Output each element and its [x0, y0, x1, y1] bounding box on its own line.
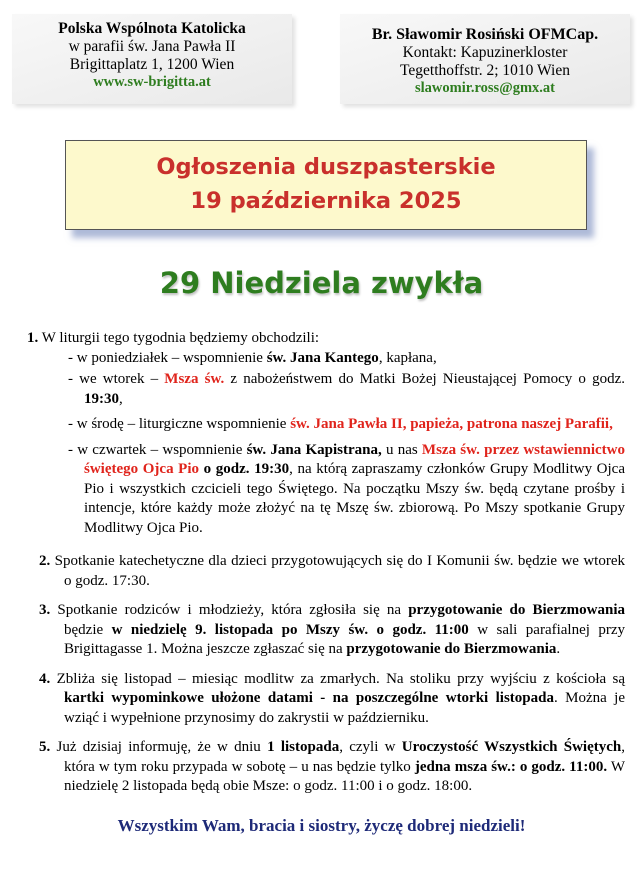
announcement-date: 19 października 2025: [190, 188, 462, 214]
list-item: [27, 329, 625, 538]
header-contact-box: [340, 14, 630, 104]
sunday-heading: 29 Niedziela zwykła: [159, 266, 484, 300]
item-number: 5.: [39, 739, 51, 755]
announcement-title: Ogłoszenia duszpasterskie: [156, 154, 496, 180]
header-contact-label: Kontakt: Kapuzinerkloster: [402, 44, 568, 61]
item-number: 1.: [27, 330, 39, 346]
list-item: 5. Już dzisiaj informuję, że w dniu 1 listopada, czyli w Uroczystość Wszystkich Świętych, która w tym roku przypada w sobotę – u nas będzie tylko jedna msza św.: o godz. 11:00. W niedzielę 2 listopada będą obie Msze: o godz. 11:00 i o godz. 18:00.: [39, 739, 625, 794]
header-parish-box: [12, 14, 292, 104]
header-parish-address: Brigittaplatz 1, 1200 Wien: [69, 56, 235, 73]
announcement-list: [27, 329, 625, 797]
sub-item-wednesday: - w środę – liturgiczne wspomnienie św. Jana Pawła II, papieża, patrona naszej Parafii,: [68, 416, 613, 432]
item-number: 3.: [39, 602, 51, 618]
sub-item-thursday: - w czwartek – wspomnienie św. Jana Kapistrana, u nas Msza św. przez wstawiennictwo świętego Ojca Pio o godz. 19:30, na którą zapraszamy członków Grupy Modlitwy Ojca Pio i wszystkich czcicieli tego Świętego. Na początku Mszy św. będą czytane prośby i intencje, które każdy może złożyć na tę Mszę św. zbiorową. Po Mszy spotkanie Grupy Modlitwy Ojca Pio.: [68, 441, 625, 536]
announcement-title-box: [65, 140, 587, 230]
item-number: 2.: [39, 553, 51, 569]
item-number: 4.: [39, 670, 51, 687]
header-priest-name: Br. Sławomir Rosiński OFMCap.: [371, 26, 599, 43]
header-contact-address: Tegetthoffstr. 2; 1010 Wien: [400, 62, 570, 79]
closing-greeting: Wszystkim Wam, bracia i siostry, życzę dobrej niedzieli!: [117, 816, 526, 835]
sub-item-monday: - w poniedziałek – wspomnienie św. Jana Kantego, kapłana,: [68, 349, 437, 366]
sub-item-tuesday: - we wtorek – Msza św. z nabożeństwem do Matki Bożej Nieustającej Pomocy o godz. 19:30,: [68, 371, 626, 407]
header-parish-name: Polska Wspólnota Katolicka: [58, 20, 246, 37]
item-text: W liturgii tego tygodnia będziemy obchodzili:: [41, 330, 320, 346]
contact-email-link[interactable]: slawomir.ross@gmx.at: [415, 80, 555, 96]
list-item: [27, 552, 625, 591]
list-item: 4. Zbliża się listopad – miesiąc modlitw za zmarłych. Na stoliku przy wyjściu z kościoła są kartki wypominkowe ułożone datami - na poszczególne wtorki listopada. Można je wziąć i wypełnione przynosimy do zakrystii w październiku.: [39, 670, 625, 726]
item-text: Spotkanie katechetyczne dla dzieci przygotowujących się do I Komunii św. będzie we wtorek o godz. 17:30.: [54, 553, 625, 589]
parish-website-link[interactable]: www.sw-brigitta.at: [93, 74, 211, 90]
list-item: 3. Spotkanie rodziców i młodzieży, która zgłosiła się na przygotowanie do Bierzmowania będzie w niedzielę 9. listopada po Mszy św. o godz. 11:00 w sali parafialnej przy Brigittagasse 1. Można jeszcze zgłaszać się na przygotowanie do Bierzmowania.: [39, 602, 626, 657]
header-parish-church: w parafii św. Jana Pawła II: [68, 38, 236, 55]
